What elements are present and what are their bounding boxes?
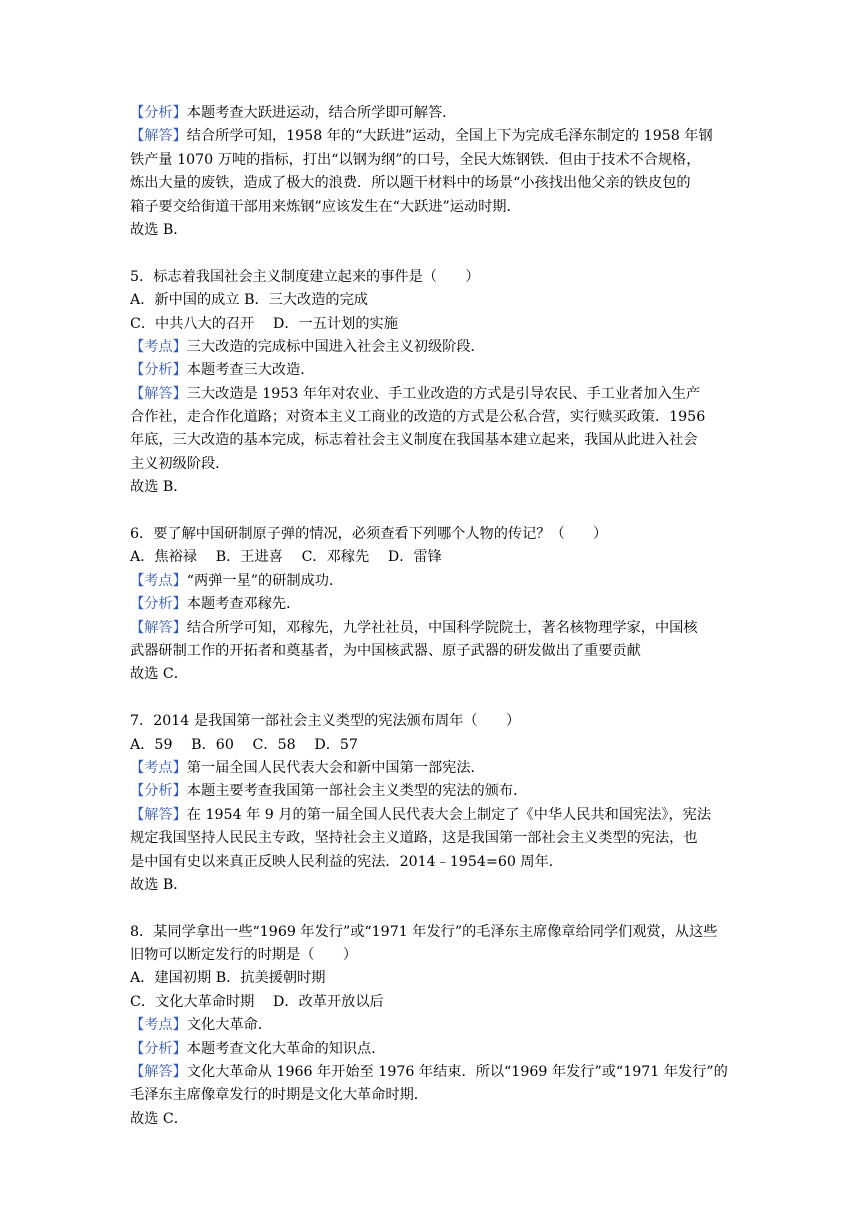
kaodian-tag: 【考点】 [130,338,187,355]
answer-line: 故选 C． [130,666,188,683]
question-5-kaodian: 【考点】三大改造的完成标中国进入社会主义初级阶段． [130,338,485,355]
analysis-tag: 【分析】 [130,362,187,379]
spacer [130,500,740,523]
question-8-kaodian: 【考点】文化大革命． [130,1017,272,1034]
question-8-option-row: A．建国初期 B．抗美援朝时期 [130,970,326,987]
question-6-stem: 6．要了解中国研制原子弹的情况，必须查看下列哪个人物的传记？（ ） [130,526,608,543]
question-6-jieda: 【解答】结合所学可知，邓稼先，九学社社员，中国科学院院士，著名核物理学家，中国核 [130,619,698,636]
question-7-fenxi: 【分析】本题主要考查我国第一部社会主义类型的宪法的颁布． [130,783,528,800]
kaodian-tag: 【考点】 [130,572,187,589]
solution-tag: 【解答】 [130,806,187,823]
solution-tag: 【解答】 [130,385,187,402]
question-8-stem: 8．某同学拿出一些“1969 年发行”或“1971 年发行”的毛泽东主席像章给同学们观赏，从这些 [130,923,718,940]
answer-line: 故选 B． [130,479,188,496]
question-7-stem: 7．2014 是我国第一部社会主义类型的宪法颁布周年（ ） [130,713,521,730]
analysis-tag: 【分析】 [130,1040,187,1057]
solution-line: 武器研制工作的开拓者和奠基者，为中国核武器、原子武器的研发做出了重要贡献 [130,642,641,659]
question-5-fenxi: 【分析】本题考查三大改造． [130,362,315,379]
spacer [130,897,740,920]
question-7-kaodian: 【考点】第一届全国人民代表大会和新中国第一部宪法． [130,759,485,776]
analysis-tag: 【分析】 [130,783,187,800]
solution-tag: 【解答】 [130,128,187,145]
solution-line: 【解答】结合所学可知，1958 年的“大跃进”运动，全国上下为完成毛泽东制定的 1958 年钢 [130,128,713,145]
solution-line: 主义初级阶段． [130,455,230,472]
question-8-fenxi: 【分析】本题考查文化大革命的知识点． [130,1040,386,1057]
solution-tag: 【解答】 [130,619,187,636]
question-5-jieda: 【解答】三大改造是 1953 年年对农业、手工业改造的方式是引导农民、手工业者加入生产 [130,385,701,402]
solution-line: 毛泽东主席像章发行的时期是文化大革命时期． [130,1087,428,1104]
solution-line: 箱子要交给街道干部用来炼钢”应该发生在“大跃进”运动时期． [130,198,521,215]
answer-line: 故选 C． [130,1110,188,1127]
question-6-option-row: A．焦裕禄 B．王进喜 C．邓稼先 D．雷锋 [130,549,442,566]
question-8-jieda: 【解答】文化大革命从 1966 年开始至 1976 年结束．所以“1969 年发行”或“1971 年发行”的 [130,1064,728,1081]
question-5-option-row: C．中共八大的召开 D．一五计划的实施 [130,315,398,332]
answer-line: 故选 B． [130,221,188,238]
solution-line: 炼出大量的废铁，造成了极大的浪费．所以题干材料中的场景“小孩找出他父亲的铁皮包的 [130,175,691,192]
analysis-tag: 【分析】 [130,596,187,613]
solution-line: 合作社，走合作化道路；对资本主义工商业的改造的方式是公私合营，实行赎买政策．1956 [130,409,706,426]
answer-line: 故选 B． [130,876,188,893]
spacer [130,242,740,265]
analysis-line: 【分析】本题考查大跃进运动，结合所学即可解答． [130,105,457,121]
solution-tag: 【解答】 [130,1064,187,1081]
question-7-jieda: 【解答】在 1954 年 9 月的第一届全国人民代表大会上制定了《中华人民共和国宪法》，宪法 [130,806,712,823]
kaodian-tag: 【考点】 [130,1017,187,1034]
solution-line: 规定我国坚持人民民主专政，坚持社会主义道路，这是我国第一部社会主义类型的宪法，也 [130,830,698,847]
question-5-stem: 5．标志着我国社会主义制度建立起来的事件是（ ） [130,268,480,285]
kaodian-tag: 【考点】 [130,759,187,776]
question-5-option-row: A．新中国的成立 B．三大改造的完成 [130,292,368,309]
question-6-kaodian: 【考点】“两弹一星”的研制成功． [130,572,344,589]
solution-line: 是中国有史以来真正反映人民利益的宪法．2014﹣1954=60 周年． [130,853,563,870]
solution-line: 铁产量 1070 万吨的指标，打出“以钢为纲”的口号，全民大炼钢铁．但由于技术不合规格， [130,151,701,168]
solution-line: 年底，三大改造的基本完成，标志着社会主义制度在我国基本建立起来，我国从此进入社会 [130,432,698,449]
document-content [130,102,740,1131]
question-7-option-row: A．59 B．60 C．58 D．57 [130,736,358,753]
question-8-option-row: C．文化大革命时期 D．改革开放以后 [130,993,384,1010]
analysis-tag: 【分析】 [130,105,187,121]
question-6-fenxi: 【分析】本题考查邓稼先． [130,596,301,613]
spacer [130,687,740,710]
question-8-stem: 旧物可以断定发行的时期是（ ） [130,947,358,964]
